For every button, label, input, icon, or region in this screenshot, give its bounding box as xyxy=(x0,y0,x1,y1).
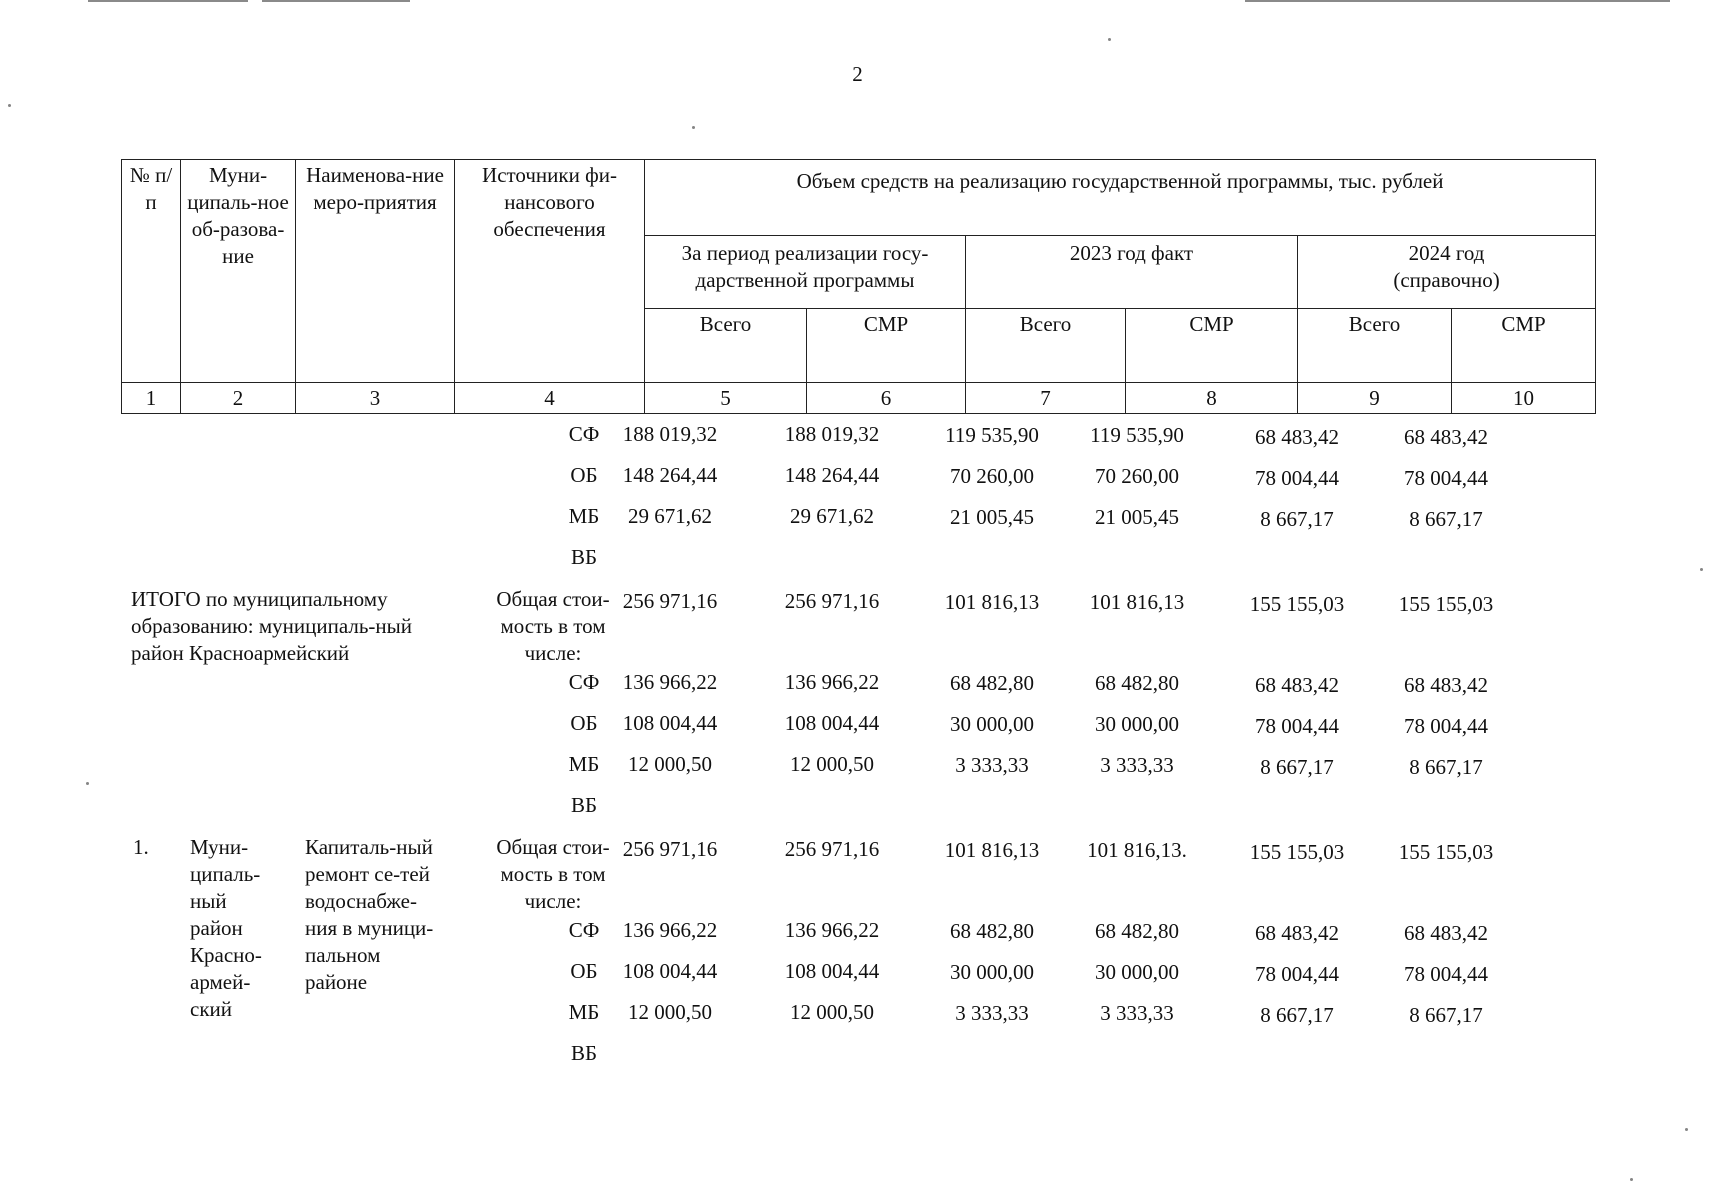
header-sub-smr: СМР xyxy=(807,309,966,383)
total-value-cell: 256 971,16 xyxy=(622,589,718,613)
scan-artifact-line xyxy=(262,0,410,2)
item-event: Капиталь-ный ремонт се-тей водоснабже-ния в муници-пальном районе xyxy=(305,835,434,994)
header-col-source: Источники фи-нансового обеспечения xyxy=(455,160,645,383)
value-cell: 29 671,62 xyxy=(628,504,712,528)
total-value-cell: 155 155,03 xyxy=(1398,592,1494,616)
value-cell: 108 004,44 xyxy=(622,711,718,735)
source-label: СФ xyxy=(568,422,600,446)
value-cell: 68 483,42 xyxy=(1255,921,1339,945)
value-cell: 68 482,80 xyxy=(950,919,1034,943)
source-label: ОБ xyxy=(570,711,598,735)
header-sub-smr: СМР xyxy=(1126,309,1298,383)
header-col-no: № п/п xyxy=(122,160,181,383)
scan-speck xyxy=(8,104,11,107)
value-cell: 30 000,00 xyxy=(950,960,1034,984)
source-label: ВБ xyxy=(570,793,598,817)
source-label: ВБ xyxy=(570,1041,598,1065)
header-sub-total: Всего xyxy=(1298,309,1452,383)
value-cell: 3 333,33 xyxy=(1100,753,1174,777)
scan-speck xyxy=(86,782,89,785)
value-cell: 148 264,44 xyxy=(622,463,718,487)
value-cell: 8 667,17 xyxy=(1409,755,1483,779)
value-cell: 119 535,90 xyxy=(1090,423,1184,447)
header-col-municipality: Муни-ципаль-ное об-разова-ние xyxy=(181,160,296,383)
scan-artifact-line xyxy=(1245,0,1670,2)
value-cell: 78 004,44 xyxy=(1255,714,1339,738)
value-cell: 68 482,80 xyxy=(1095,671,1179,695)
value-cell: 3 333,33 xyxy=(955,753,1029,777)
source-label: СФ xyxy=(568,670,600,694)
value-cell: 68 483,42 xyxy=(1404,673,1488,697)
value-cell: 12 000,50 xyxy=(628,1000,712,1024)
item-number: 1. xyxy=(133,835,149,859)
value-cell: 70 260,00 xyxy=(1095,464,1179,488)
value-cell: 21 005,45 xyxy=(950,505,1034,529)
scan-speck xyxy=(1700,568,1703,571)
value-cell: 68 483,42 xyxy=(1404,921,1488,945)
value-cell: 30 000,00 xyxy=(1095,712,1179,736)
value-cell: 30 000,00 xyxy=(950,712,1034,736)
column-number: 5 xyxy=(645,383,807,414)
value-cell: 78 004,44 xyxy=(1404,714,1488,738)
itogo-total-label: Общая стои-мость в том числе: xyxy=(496,587,610,665)
total-value-cell: 101 816,13 xyxy=(1089,590,1185,614)
value-cell: 70 260,00 xyxy=(950,464,1034,488)
column-number: 8 xyxy=(1126,383,1298,414)
item-municipality: Муни-ципаль-ный район Красно-армей-ский xyxy=(190,835,262,1021)
value-cell: 119 535,90 xyxy=(945,423,1039,447)
header-volume: Объем средств на реализацию государственной программы, тыс. рублей xyxy=(645,160,1596,236)
scan-speck xyxy=(692,126,695,129)
value-cell: 136 966,22 xyxy=(784,918,880,942)
column-number: 7 xyxy=(966,383,1126,414)
value-cell: 8 667,17 xyxy=(1409,1003,1483,1027)
item-total-label: Общая стои-мость в том числе: xyxy=(496,835,610,913)
source-label: МБ xyxy=(568,1000,600,1024)
header-sub-total: Всего xyxy=(966,309,1126,383)
scan-artifact-line xyxy=(88,0,248,2)
header-sub-smr: СМР xyxy=(1452,309,1596,383)
header-period-total: За период реализации госу-дарственной программы xyxy=(645,235,966,309)
value-cell: 68 483,42 xyxy=(1404,425,1488,449)
value-cell: 30 000,00 xyxy=(1095,960,1179,984)
value-cell: 21 005,45 xyxy=(1095,505,1179,529)
header-sub-total: Всего xyxy=(645,309,807,383)
total-value-cell: 101 816,13 xyxy=(944,590,1040,614)
value-cell: 108 004,44 xyxy=(622,959,718,983)
value-cell: 29 671,62 xyxy=(790,504,874,528)
source-label: ОБ xyxy=(570,959,598,983)
total-value-cell: 256 971,16 xyxy=(784,589,880,613)
column-number: 9 xyxy=(1298,383,1452,414)
value-cell: 8 667,17 xyxy=(1260,507,1334,531)
value-cell: 68 482,80 xyxy=(950,671,1034,695)
value-cell: 8 667,17 xyxy=(1260,1003,1334,1027)
value-cell: 3 333,33 xyxy=(1100,1001,1174,1025)
total-value-cell: 101 816,13 xyxy=(944,838,1040,862)
value-cell: 12 000,50 xyxy=(790,752,874,776)
source-label: ОБ xyxy=(570,463,598,487)
scan-speck xyxy=(1685,1128,1688,1131)
value-cell: 108 004,44 xyxy=(784,711,880,735)
column-number: 3 xyxy=(296,383,455,414)
value-cell: 68 482,80 xyxy=(1095,919,1179,943)
source-label: ВБ xyxy=(570,545,598,569)
value-cell: 78 004,44 xyxy=(1404,466,1488,490)
value-cell: 148 264,44 xyxy=(784,463,880,487)
value-cell: 136 966,22 xyxy=(784,670,880,694)
column-number: 1 xyxy=(122,383,181,414)
value-cell: 78 004,44 xyxy=(1255,466,1339,490)
header-year-2024: 2024 год (справочно) xyxy=(1298,235,1596,309)
total-value-cell: 155 155,03 xyxy=(1398,840,1494,864)
column-number: 2 xyxy=(181,383,296,414)
column-number: 6 xyxy=(807,383,966,414)
table-header xyxy=(121,159,1596,414)
column-number: 4 xyxy=(455,383,645,414)
scan-speck xyxy=(1630,1178,1633,1181)
column-number: 10 xyxy=(1452,383,1596,414)
page-number: 2 xyxy=(852,62,863,86)
scan-speck xyxy=(1108,38,1111,41)
value-cell: 12 000,50 xyxy=(790,1000,874,1024)
source-label: МБ xyxy=(568,504,600,528)
value-cell: 68 483,42 xyxy=(1255,425,1339,449)
value-cell: 68 483,42 xyxy=(1255,673,1339,697)
value-cell: 108 004,44 xyxy=(784,959,880,983)
source-label: МБ xyxy=(568,752,600,776)
total-value-cell: 256 971,16 xyxy=(784,837,880,861)
value-cell: 78 004,44 xyxy=(1255,962,1339,986)
value-cell: 8 667,17 xyxy=(1409,507,1483,531)
value-cell: 188 019,32 xyxy=(622,422,718,446)
value-cell: 12 000,50 xyxy=(628,752,712,776)
value-cell: 188 019,32 xyxy=(784,422,880,446)
value-cell: 78 004,44 xyxy=(1404,962,1488,986)
total-value-cell: 256 971,16 xyxy=(622,837,718,861)
value-cell: 136 966,22 xyxy=(622,670,718,694)
value-cell: 136 966,22 xyxy=(622,918,718,942)
itogo-label: ИТОГО по муниципальному образованию: муниципаль-ный район Красноармейский xyxy=(131,587,413,665)
source-label: СФ xyxy=(568,918,600,942)
header-year-2023: 2023 год факт xyxy=(966,235,1298,309)
value-cell: 8 667,17 xyxy=(1260,755,1334,779)
total-value-cell: 155 155,03 xyxy=(1249,840,1345,864)
header-col-event: Наименова-ние меро-приятия xyxy=(296,160,455,383)
total-value-cell: 101 816,13. xyxy=(1087,838,1187,862)
total-value-cell: 155 155,03 xyxy=(1249,592,1345,616)
value-cell: 3 333,33 xyxy=(955,1001,1029,1025)
